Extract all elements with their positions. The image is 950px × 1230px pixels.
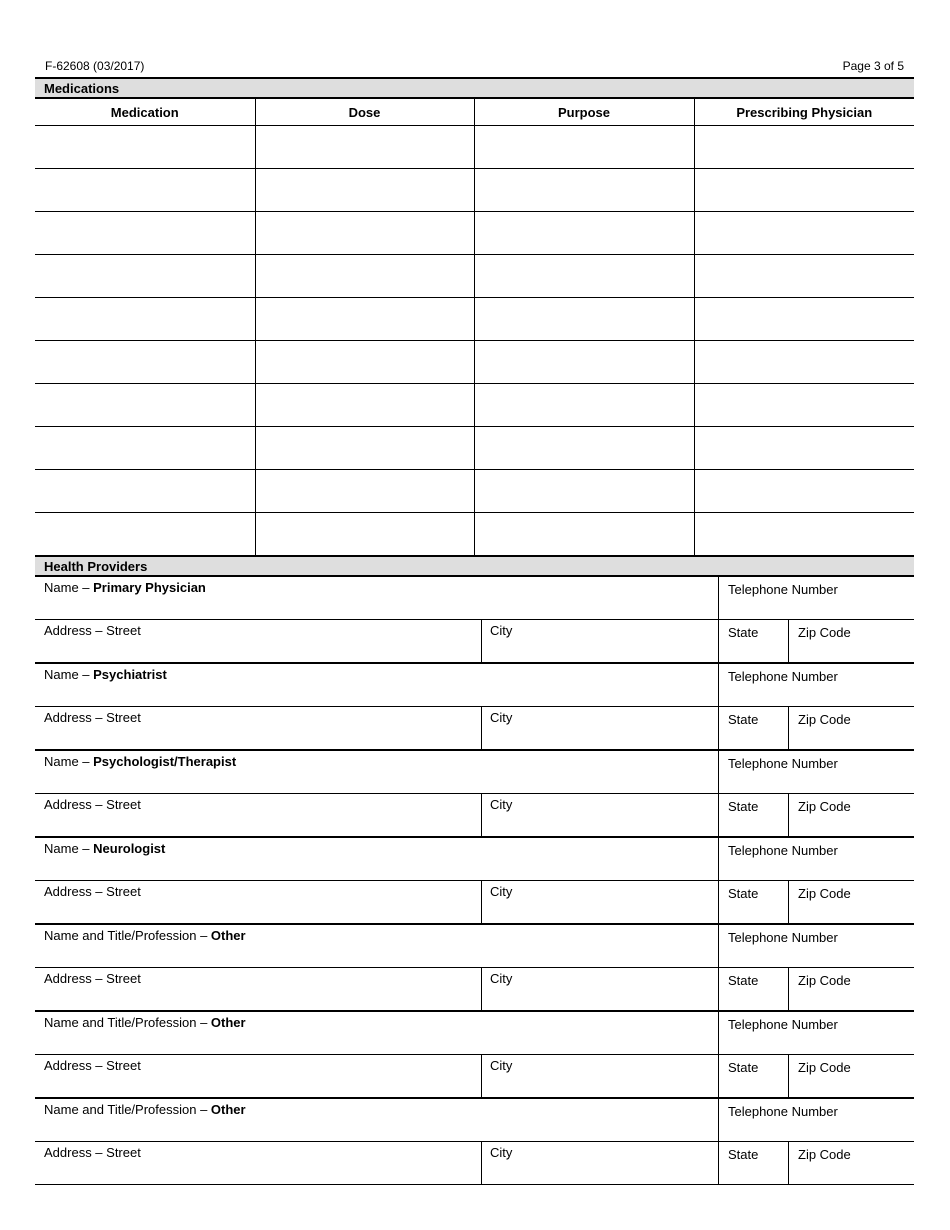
provider-block — [35, 925, 914, 1012]
prescribing-physician-cell[interactable] — [694, 298, 914, 341]
prescribing-physician-cell[interactable] — [694, 513, 914, 556]
prescribing-physician-cell[interactable] — [694, 212, 914, 255]
telephone-field[interactable] — [718, 925, 914, 967]
provider-role: Psychologist/Therapist — [93, 754, 237, 769]
state-field[interactable] — [718, 620, 788, 662]
health-providers-section-header: Health Providers — [35, 555, 914, 577]
prescribing-physician-cell[interactable] — [694, 126, 914, 169]
street-address-field[interactable] — [35, 620, 481, 662]
zip-code-label: Zip Code — [798, 712, 851, 727]
prescribing-physician-cell[interactable] — [694, 384, 914, 427]
state-label: State — [728, 1060, 759, 1075]
medication-row — [35, 298, 914, 341]
telephone-label: Telephone Number — [728, 669, 838, 684]
state-label: State — [728, 886, 759, 901]
city-field[interactable] — [481, 968, 718, 1010]
street-address-field[interactable] — [35, 881, 481, 923]
medications-section-header: Medications — [35, 77, 914, 99]
state-label: State — [728, 712, 759, 727]
provider-name-field[interactable] — [35, 925, 718, 967]
street-label: Address – Street — [44, 710, 141, 725]
medication-row — [35, 126, 914, 169]
medication-cell[interactable] — [35, 169, 255, 212]
provider-name-field[interactable] — [35, 577, 718, 619]
purpose-cell[interactable] — [474, 255, 694, 298]
provider-name-prefix: Name – — [44, 841, 94, 856]
provider-role: Primary Physician — [93, 580, 206, 595]
provider-block — [35, 1012, 914, 1099]
dose-cell[interactable] — [255, 384, 474, 427]
provider-block — [35, 664, 914, 751]
page-number: Page 3 of 5 — [842, 59, 904, 73]
provider-name-field[interactable] — [35, 664, 718, 706]
prescribing-physician-cell[interactable] — [694, 427, 914, 470]
form-id: F-62608 (03/2017) — [45, 59, 145, 73]
zip-code-label: Zip Code — [798, 886, 851, 901]
city-field[interactable] — [481, 707, 718, 749]
city-field[interactable] — [481, 1055, 718, 1097]
state-field[interactable] — [718, 881, 788, 923]
state-field[interactable] — [718, 968, 788, 1010]
dose-cell[interactable] — [255, 427, 474, 470]
city-field[interactable] — [481, 881, 718, 923]
dose-cell[interactable] — [255, 298, 474, 341]
purpose-cell[interactable] — [474, 427, 694, 470]
provider-role: Other — [210, 1102, 246, 1117]
provider-name-prefix: Name – — [44, 580, 94, 595]
medication-row — [35, 513, 914, 556]
state-label: State — [728, 1147, 759, 1162]
provider-role: Other — [210, 1015, 246, 1030]
purpose-cell[interactable] — [474, 470, 694, 513]
medication-row — [35, 212, 914, 255]
provider-name-field[interactable] — [35, 751, 718, 793]
prescribing-physician-cell[interactable] — [694, 255, 914, 298]
zip-code-label: Zip Code — [798, 1147, 851, 1162]
zip-code-field[interactable] — [788, 881, 914, 923]
purpose-cell[interactable] — [474, 384, 694, 427]
dose-cell[interactable] — [255, 212, 474, 255]
purpose-cell[interactable] — [474, 513, 694, 556]
street-address-field[interactable] — [35, 1142, 481, 1184]
city-label: City — [490, 884, 513, 899]
medication-row — [35, 255, 914, 298]
city-field[interactable] — [481, 620, 718, 662]
dose-cell[interactable] — [255, 470, 474, 513]
zip-code-field[interactable] — [788, 707, 914, 749]
telephone-label: Telephone Number — [728, 930, 838, 945]
medication-row — [35, 341, 914, 384]
provider-role: Other — [210, 928, 246, 943]
medication-cell[interactable] — [35, 470, 255, 513]
zip-code-label: Zip Code — [798, 625, 851, 640]
column-header-medication: Medication — [35, 99, 255, 126]
provider-name-prefix: Name – — [44, 667, 94, 682]
zip-code-field[interactable] — [788, 1142, 914, 1184]
state-field[interactable] — [718, 1142, 788, 1184]
city-label: City — [490, 710, 513, 725]
purpose-cell[interactable] — [474, 169, 694, 212]
provider-name-field[interactable] — [35, 1099, 718, 1141]
street-label: Address – Street — [44, 623, 141, 638]
state-field[interactable] — [718, 794, 788, 836]
medication-cell[interactable] — [35, 427, 255, 470]
prescribing-physician-cell[interactable] — [694, 470, 914, 513]
provider-name-field[interactable] — [35, 838, 718, 880]
medication-cell[interactable] — [35, 126, 255, 169]
street-label: Address – Street — [44, 1145, 141, 1160]
provider-name-field[interactable] — [35, 1012, 718, 1054]
medication-cell[interactable] — [35, 513, 255, 556]
medication-cell[interactable] — [35, 298, 255, 341]
zip-code-field[interactable] — [788, 620, 914, 662]
telephone-field[interactable] — [718, 664, 914, 706]
telephone-label: Telephone Number — [728, 582, 838, 597]
dose-cell[interactable] — [255, 513, 474, 556]
column-header-dose: Dose — [255, 99, 474, 126]
street-address-field[interactable] — [35, 1055, 481, 1097]
provider-name-prefix: Name and Title/Profession – — [44, 1102, 211, 1117]
telephone-field[interactable] — [718, 577, 914, 619]
telephone-field[interactable] — [718, 751, 914, 793]
provider-block — [35, 838, 914, 925]
provider-block — [35, 577, 914, 664]
medication-cell[interactable] — [35, 212, 255, 255]
telephone-field[interactable] — [718, 838, 914, 880]
prescribing-physician-cell[interactable] — [694, 169, 914, 212]
medications-header-row — [35, 99, 914, 126]
dose-cell[interactable] — [255, 169, 474, 212]
column-header-purpose: Purpose — [474, 99, 694, 126]
zip-code-field[interactable] — [788, 968, 914, 1010]
purpose-cell[interactable] — [474, 341, 694, 384]
street-label: Address – Street — [44, 1058, 141, 1073]
dose-cell[interactable] — [255, 255, 474, 298]
city-label: City — [490, 1145, 513, 1160]
street-label: Address – Street — [44, 884, 141, 899]
medication-cell[interactable] — [35, 255, 255, 298]
medication-cell[interactable] — [35, 341, 255, 384]
city-label: City — [490, 797, 513, 812]
provider-block — [35, 1099, 914, 1185]
dose-cell[interactable] — [255, 341, 474, 384]
street-label: Address – Street — [44, 971, 141, 986]
provider-role: Psychiatrist — [93, 667, 167, 682]
dose-cell[interactable] — [255, 126, 474, 169]
zip-code-field[interactable] — [788, 1055, 914, 1097]
telephone-label: Telephone Number — [728, 843, 838, 858]
medication-row — [35, 169, 914, 212]
provider-role: Neurologist — [93, 841, 166, 856]
telephone-label: Telephone Number — [728, 1104, 838, 1119]
medication-row — [35, 470, 914, 513]
city-field[interactable] — [481, 794, 718, 836]
city-label: City — [490, 623, 513, 638]
provider-name-prefix: Name and Title/Profession – — [44, 928, 211, 943]
city-field[interactable] — [481, 1142, 718, 1184]
purpose-cell[interactable] — [474, 126, 694, 169]
provider-block — [35, 751, 914, 838]
medication-row — [35, 427, 914, 470]
street-label: Address – Street — [44, 797, 141, 812]
telephone-field[interactable] — [718, 1099, 914, 1141]
medication-row — [35, 384, 914, 427]
state-label: State — [728, 799, 759, 814]
column-header-prescribing-physician: Prescribing Physician — [694, 99, 914, 126]
street-address-field[interactable] — [35, 707, 481, 749]
telephone-label: Telephone Number — [728, 756, 838, 771]
medications-table — [35, 99, 914, 555]
provider-name-prefix: Name – — [44, 754, 94, 769]
provider-name-prefix: Name and Title/Profession – — [44, 1015, 211, 1030]
telephone-label: Telephone Number — [728, 1017, 838, 1032]
telephone-field[interactable] — [718, 1012, 914, 1054]
street-address-field[interactable] — [35, 968, 481, 1010]
purpose-cell[interactable] — [474, 212, 694, 255]
state-label: State — [728, 973, 759, 988]
health-providers-list — [35, 577, 914, 1185]
state-field[interactable] — [718, 707, 788, 749]
zip-code-label: Zip Code — [798, 799, 851, 814]
state-label: State — [728, 625, 759, 640]
medication-cell[interactable] — [35, 384, 255, 427]
purpose-cell[interactable] — [474, 298, 694, 341]
zip-code-label: Zip Code — [798, 973, 851, 988]
street-address-field[interactable] — [35, 794, 481, 836]
state-field[interactable] — [718, 1055, 788, 1097]
city-label: City — [490, 971, 513, 986]
zip-code-label: Zip Code — [798, 1060, 851, 1075]
zip-code-field[interactable] — [788, 794, 914, 836]
prescribing-physician-cell[interactable] — [694, 341, 914, 384]
city-label: City — [490, 1058, 513, 1073]
